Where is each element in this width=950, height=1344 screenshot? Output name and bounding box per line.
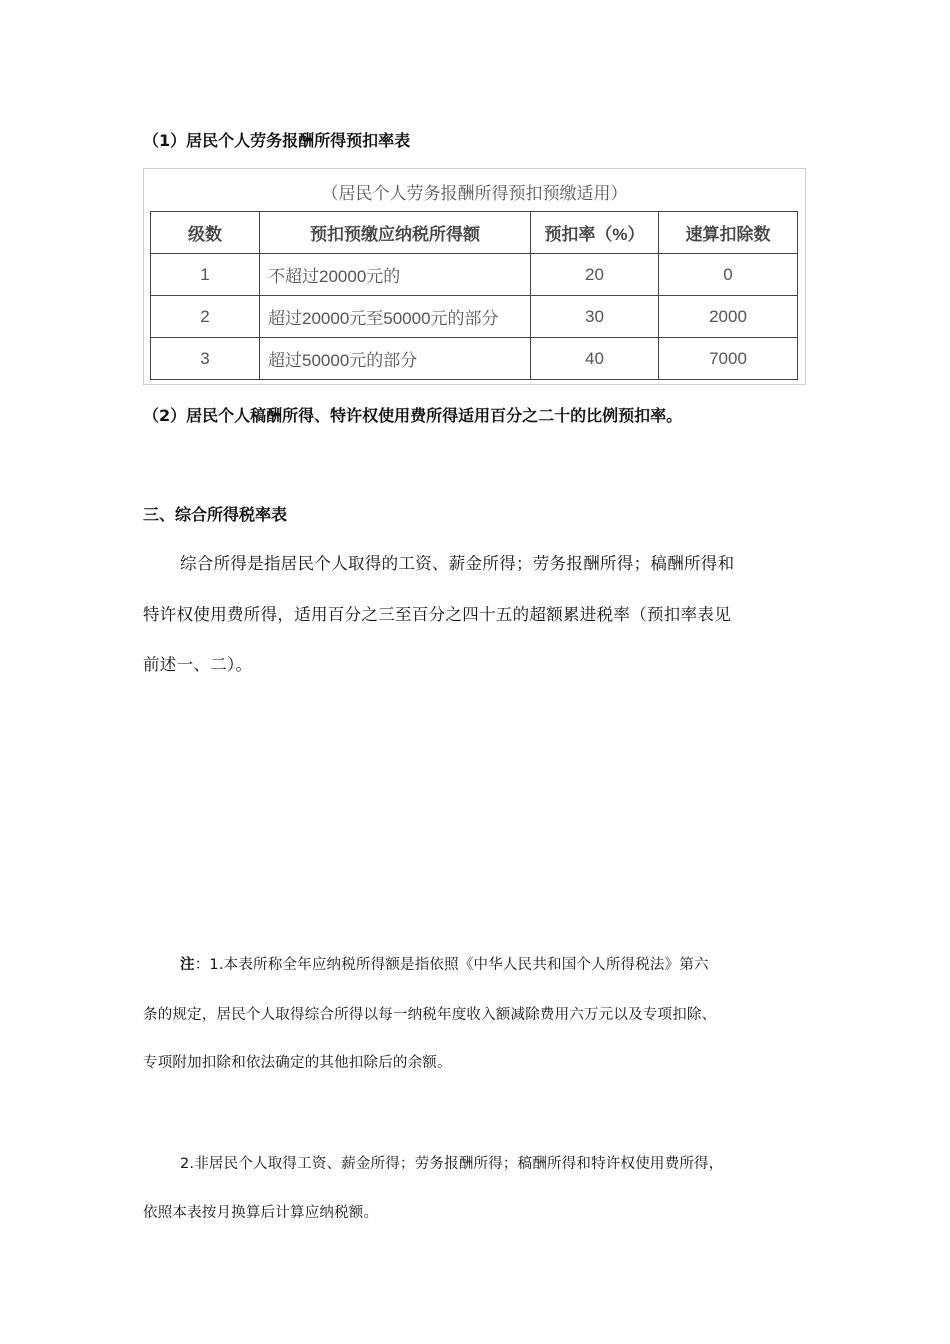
table-row [151,338,798,380]
note-line2: 条的规定，居民个人取得综合所得以每一纳税年度收入额减除费用六万元以及专项扣除、 [143,1007,717,1023]
section3-paragraph-line1: 综合所得是指居民个人取得的工资、薪金所得；劳务报酬所得；稿酬所得和 [180,554,735,573]
section3-paragraph-line2: 特许权使用费所得，适用百分之三至百分之四十五的超额累进税率（预扣率表见 [143,605,731,624]
note-line3: 专项附加扣除和依法确定的其他扣除后的余额。 [143,1055,452,1071]
note-label: 注 [180,957,195,973]
section3-paragraph-line3: 前述一、二）。 [143,655,253,674]
section3-heading: 三、综合所得税率表 [143,505,288,524]
cell-rate: 40 [531,338,659,380]
section1-heading: （1）居民个人劳务报酬所得预扣率表 [143,131,411,150]
note-item2-line1: 2.非居民个人取得工资、薪金所得；劳务报酬所得；稿酬所得和特许权使用费所得， [180,1156,724,1172]
cell-quick-deduction: 7000 [659,338,798,380]
rate-table-figure [143,168,806,385]
note-line1 [180,953,709,974]
cell-taxable-income: 超过50000元的部分 [260,338,531,380]
cell-level: 1 [151,254,260,296]
cell-quick-deduction: 0 [659,254,798,296]
table-header-row [151,212,798,254]
cell-rate: 20 [531,254,659,296]
table-row [151,254,798,296]
header-taxable-income: 预扣预缴应纳税所得额 [260,212,531,254]
header-rate: 预扣率（%） [531,212,659,254]
cell-quick-deduction: 2000 [659,296,798,338]
cell-rate: 30 [531,296,659,338]
header-quick-deduction: 速算扣除数 [659,212,798,254]
withholding-rate-table [150,211,798,380]
note-text-1: ：1.本表所称全年应纳税所得额是指依照《中华人民共和国个人所得税法》第六 [194,957,709,973]
header-level: 级数 [151,212,260,254]
cell-level: 2 [151,296,260,338]
cell-taxable-income: 超过20000元至50000元的部分 [260,296,531,338]
cell-taxable-income: 不超过20000元的 [260,254,531,296]
table-caption: （居民个人劳务报酬所得预扣预缴适用） [321,184,628,203]
table-row [151,296,798,338]
section2-heading: （2）居民个人稿酬所得、特许权使用费所得适用百分之二十的比例预扣率。 [143,406,683,425]
cell-level: 3 [151,338,260,380]
note-item2-line2: 依照本表按月换算后计算应纳税额。 [143,1205,379,1221]
